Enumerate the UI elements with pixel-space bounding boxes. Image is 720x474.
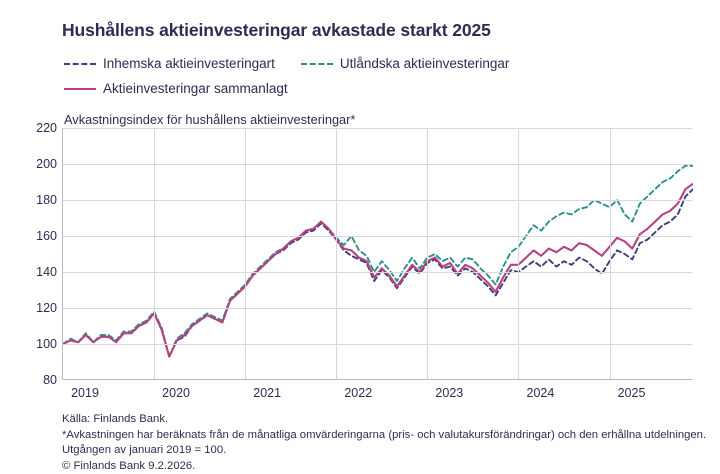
chart-svg (63, 128, 693, 380)
x-axis-tick-label: 2025 (617, 386, 646, 400)
x-axis-tick-label: 2023 (435, 386, 464, 400)
y-axis-tick-label: 80 (43, 373, 57, 387)
gridline (63, 128, 692, 129)
x-axis-divider (154, 128, 155, 379)
series-line (63, 166, 693, 357)
plot-area (36, 121, 692, 400)
y-axis-tick-label: 100 (36, 337, 57, 351)
gridline (63, 344, 692, 345)
gridline (63, 164, 692, 165)
chart-subtitle: Avkastningsindex för hushållens aktieinvesteringar* (64, 112, 356, 127)
x-axis-tick-label: 2021 (253, 386, 282, 400)
y-axis-tick-label: 220 (36, 121, 57, 135)
gridline (63, 308, 692, 309)
footnote-source: Källa: Finlands Bank. (62, 413, 169, 425)
footnote-base: Utgången av januari 2019 = 100. (62, 444, 227, 457)
x-axis-tick-label: 2019 (71, 386, 99, 400)
x-axis-divider (610, 128, 611, 379)
y-axis-tick-label: 180 (36, 193, 57, 207)
legend-row-top (64, 56, 535, 71)
x-axis-divider (336, 128, 337, 379)
x-axis-tick-label: 2024 (526, 386, 555, 400)
legend-swatch-domestic (64, 63, 96, 65)
x-axis-tick-label: 2022 (344, 386, 373, 400)
y-axis-tick-label: 140 (36, 265, 57, 279)
y-axis-tick-label: 200 (36, 157, 57, 171)
legend-label-total: Aktieinvesteringar sammanlagt (103, 81, 288, 96)
x-axis-tick-label: 2020 (162, 386, 190, 400)
footnote-method: *Avkastningen har beräknats från de månatliga omvärderingarna (pris- och valutakursförändringar) och den erhållna utdelningen. (62, 428, 707, 441)
legend-label-domestic: Inhemska aktieinvesteringart (103, 56, 275, 71)
series-line (63, 184, 693, 357)
x-axis-divider (427, 128, 428, 379)
x-axis-divider (518, 128, 519, 379)
y-axis-tick-label: 120 (36, 301, 57, 315)
legend-swatch-foreign (301, 63, 333, 65)
plot-canvas (36, 121, 692, 400)
legend-row-bottom (64, 81, 314, 96)
footnotes (62, 412, 706, 474)
legend-item-domestic (64, 56, 275, 71)
legend-item-foreign (301, 56, 510, 71)
gridline (63, 272, 692, 273)
footnote-copyright: © Finlands Bank 9.2.2026. (62, 459, 196, 472)
legend-item-total (64, 81, 288, 96)
y-axis-tick-label: 160 (36, 229, 57, 243)
legend-label-foreign: Utlåndska aktieinvesteringar (339, 56, 510, 71)
page-title: Hushållens aktieinvesteringar avkastade starkt 2025 (62, 20, 491, 40)
legend-swatch-total (64, 88, 96, 90)
x-axis-divider (245, 128, 246, 379)
gridline (63, 200, 692, 201)
gridline (63, 236, 692, 237)
